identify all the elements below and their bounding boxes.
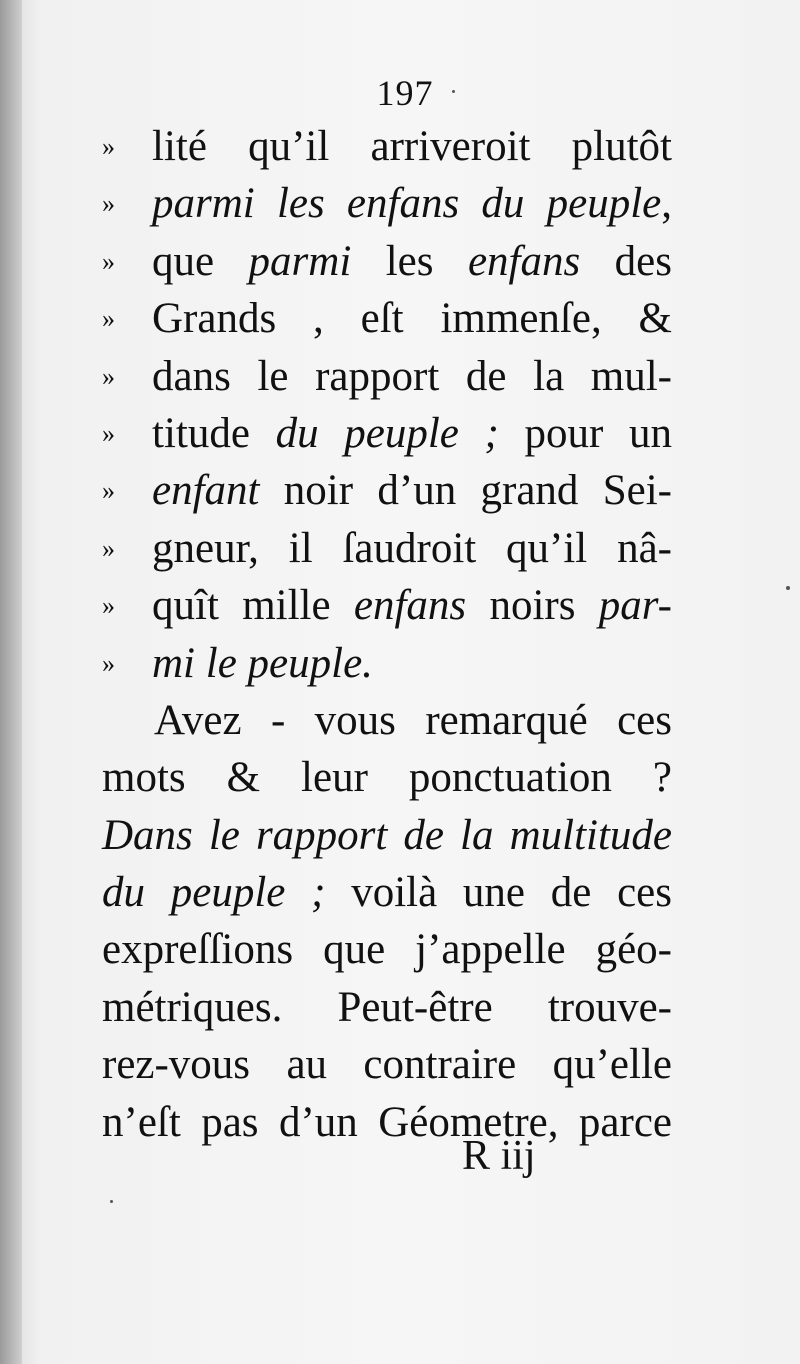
quoted-line <box>102 520 672 577</box>
roman-text: expreſſions que j’appelle géo- <box>102 926 672 974</box>
paragraph-line-text <box>102 749 672 806</box>
roman-text: quît mille <box>152 582 354 630</box>
quoted-line <box>102 577 672 634</box>
italic-text: par- <box>598 582 672 630</box>
quoted-line-text <box>152 577 672 634</box>
roman-text: noirs <box>466 582 599 630</box>
roman-text: métriques. Peut-être trouve- <box>102 983 672 1031</box>
quotation-mark: » <box>102 189 115 219</box>
quoted-line <box>102 635 672 692</box>
paragraph-line-text <box>102 921 672 978</box>
quotation-mark: » <box>102 476 115 506</box>
italic-text: enfans <box>353 582 467 630</box>
signature-mark: R iij <box>462 1133 536 1179</box>
quoted-line-text <box>152 290 672 347</box>
roman-text: gneur, il ſaudroit qu’il nâ- <box>152 524 672 572</box>
paragraph-line <box>102 921 672 978</box>
quoted-line <box>102 118 672 175</box>
paragraph-line <box>102 1036 672 1093</box>
quotation-mark: » <box>102 132 115 161</box>
quotation-mark: » <box>102 304 115 334</box>
paragraph-line <box>102 864 672 921</box>
quotation-mark: » <box>102 591 115 621</box>
paper-speck <box>110 1200 113 1203</box>
roman-text: n’eſt pas d’un Géometre, parce <box>102 1098 672 1146</box>
paragraph-line-text <box>102 864 672 921</box>
paragraph-line <box>102 979 672 1036</box>
quoted-line-text <box>152 175 672 232</box>
quoted-line <box>102 348 672 405</box>
quotation-mark: » <box>102 418 115 448</box>
roman-text: lité qu’il arriveroit plutôt <box>152 123 672 170</box>
paragraph-line <box>102 749 672 806</box>
italic-text: parmi les enfans du peuple <box>152 180 662 228</box>
roman-text: dans le rapport de la mul- <box>152 352 672 400</box>
quoted-line-text <box>152 462 672 519</box>
roman-text: mots & leur ponctuation ? <box>102 754 672 802</box>
paragraph-line <box>102 1094 672 1151</box>
paragraph-line <box>102 692 672 749</box>
quotation-mark: » <box>102 361 115 391</box>
quoted-line-text <box>152 635 672 692</box>
quotation-mark: » <box>102 533 115 563</box>
roman-text: que <box>152 237 249 285</box>
roman-text: rez-vous au contraire qu’elle <box>102 1041 672 1089</box>
roman-text: des <box>580 237 672 285</box>
quoted-line-text <box>152 118 672 175</box>
page-number: 197 <box>376 73 434 113</box>
quoted-line <box>102 175 672 232</box>
paragraph-line-text <box>102 1036 672 1093</box>
italic-text: mi le peuple. <box>152 639 373 687</box>
italic-text: du peuple ; <box>275 409 499 457</box>
quoted-line <box>102 233 672 290</box>
paper-speck <box>452 90 455 93</box>
italic-text: Dans le rapport de la multitude <box>102 811 672 859</box>
paragraph-line-text <box>102 979 672 1036</box>
paragraph-line-text <box>102 1094 672 1151</box>
quoted-line <box>102 462 672 519</box>
roman-text: pour un <box>498 409 672 457</box>
quotation-mark: » <box>102 246 115 276</box>
roman-text: les <box>351 237 468 285</box>
italic-text: parmi <box>248 237 352 285</box>
quoted-line-text <box>152 405 672 462</box>
paragraph-line-text <box>102 807 672 864</box>
roman-text: Grands , eſt immenſe, & <box>152 295 672 343</box>
roman-text: noir d’un grand Sei- <box>259 467 672 515</box>
quoted-line-text <box>152 348 672 405</box>
quoted-line-text <box>152 233 672 290</box>
roman-text: , <box>661 180 672 228</box>
paragraph-line <box>102 807 672 864</box>
roman-text: Avez - vous remarqué ces <box>154 696 672 744</box>
quoted-line <box>102 405 672 462</box>
quoted-line <box>102 290 672 347</box>
page-binding-shadow <box>0 0 22 1364</box>
paragraph-line-text <box>154 692 672 749</box>
italic-text: enfant <box>152 467 260 515</box>
italic-text: du peuple ; <box>102 869 326 917</box>
roman-text: voilà une de ces <box>325 869 672 917</box>
text-block <box>102 118 672 1151</box>
paper-speck <box>786 586 790 590</box>
roman-text: titude <box>152 409 276 457</box>
quotation-mark: » <box>102 648 115 678</box>
italic-text: enfans <box>467 237 581 285</box>
quoted-line-text <box>152 520 672 577</box>
